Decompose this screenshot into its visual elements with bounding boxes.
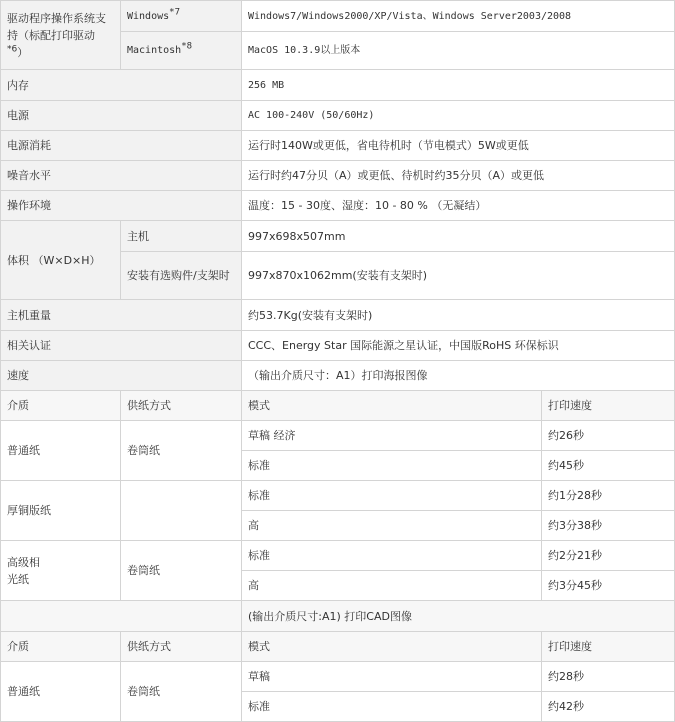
environment-value: 温度：15 - 30度、湿度：10 - 80 % （无凝结） xyxy=(242,191,675,221)
os-mac-label-cell xyxy=(121,32,242,70)
speed-cell: 约28秒 xyxy=(542,662,675,692)
weight-row xyxy=(1,300,675,331)
cert-value: CCC、Energy Star 国际能源之星认证，中国版RoHS 环保标识 xyxy=(242,331,675,361)
header-speed: 打印速度 xyxy=(542,391,675,421)
os-mac-mark: *8 xyxy=(181,41,193,52)
environment-row xyxy=(1,191,675,221)
os-windows-value: Windows7/Windows2000/XP/Vista、Windows Server2003/2008 xyxy=(242,1,675,32)
mode-cell: 标准 xyxy=(242,692,542,722)
noise-label: 噪音水平 xyxy=(1,161,242,191)
memory-row xyxy=(1,70,675,101)
feed-cell: 卷筒纸 xyxy=(121,662,242,722)
dimensions-main-row xyxy=(1,221,675,252)
table-row xyxy=(1,541,675,571)
consumption-row xyxy=(1,131,675,161)
speed-poster-title-row xyxy=(1,361,675,391)
weight-label: 主机重量 xyxy=(1,300,242,331)
dimensions-label: 体积 （W×D×H） xyxy=(1,221,121,300)
power-label: 电源 xyxy=(1,101,242,131)
media-cell: 普通纸 xyxy=(1,662,121,722)
noise-value: 运行时约47分贝（A）或更低、待机时约35分贝（A）或更低 xyxy=(242,161,675,191)
speed-cell: 约3分45秒 xyxy=(542,571,675,601)
power-value: AC 100-240V (50/60Hz) xyxy=(242,101,675,131)
media-cell xyxy=(1,541,121,601)
table-row xyxy=(1,662,675,692)
environment-label: 操作环境 xyxy=(1,191,242,221)
os-mac-value: MacOS 10.3.9以上版本 xyxy=(242,32,675,70)
speed-cell: 约3分38秒 xyxy=(542,511,675,541)
mode-cell: 高 xyxy=(242,571,542,601)
speed-cell: 约26秒 xyxy=(542,421,675,451)
os-windows-label: Windows xyxy=(127,10,170,22)
memory-value: 256 MB xyxy=(242,70,675,101)
header-mode: 模式 xyxy=(242,391,542,421)
speed-header-row xyxy=(1,391,675,421)
dimensions-stand-value: 997x870x1062mm(安装有支架时) xyxy=(242,252,675,300)
mode-cell: 草稿 经济 xyxy=(242,421,542,451)
feed-cell: 卷筒纸 xyxy=(121,541,242,601)
dimensions-main-label: 主机 xyxy=(121,221,242,252)
media-cell-text: 高级相光纸 xyxy=(7,555,40,586)
cad-title-spacer xyxy=(1,601,242,632)
header-media: 介质 xyxy=(1,391,121,421)
os-label-end: ） xyxy=(17,45,29,59)
speed-cell: 约2分21秒 xyxy=(542,541,675,571)
cert-row xyxy=(1,331,675,361)
power-row xyxy=(1,101,675,131)
os-label: 驱动程序操作系统支持（标配打印驱动 xyxy=(7,11,106,42)
cad-title-row xyxy=(1,601,675,632)
cad-header-media: 介质 xyxy=(1,632,121,662)
speed-label: 速度 xyxy=(1,361,242,391)
table-row xyxy=(1,481,675,511)
speed-cell: 约1分28秒 xyxy=(542,481,675,511)
media-cell: 厚铜版纸 xyxy=(1,481,121,541)
mode-cell: 草稿 xyxy=(242,662,542,692)
mode-cell: 高 xyxy=(242,511,542,541)
header-feed: 供纸方式 xyxy=(121,391,242,421)
weight-value: 约53.7Kg(安装有支架时) xyxy=(242,300,675,331)
mode-cell: 标准 xyxy=(242,451,542,481)
cad-header-feed: 供纸方式 xyxy=(121,632,242,662)
os-label-mark: *6 xyxy=(7,43,18,54)
cad-header-row xyxy=(1,632,675,662)
dimensions-main-value: 997x698x507mm xyxy=(242,221,675,252)
os-mac-label: Macintosh xyxy=(127,45,182,56)
poster-title: （输出介质尺寸：A1）打印海报图像 xyxy=(242,361,675,391)
mode-cell: 标准 xyxy=(242,541,542,571)
memory-label: 内存 xyxy=(1,70,242,101)
table-row xyxy=(1,421,675,451)
mode-cell: 标准 xyxy=(242,481,542,511)
feed-cell: 卷筒纸 xyxy=(121,421,242,481)
os-windows-label-cell xyxy=(121,1,242,32)
cad-title: (输出介质尺寸:A1) 打印CAD图像 xyxy=(242,601,675,632)
os-windows-row xyxy=(1,1,675,32)
cad-header-speed: 打印速度 xyxy=(542,632,675,662)
media-cell: 普通纸 xyxy=(1,421,121,481)
cad-header-mode: 模式 xyxy=(242,632,542,662)
feed-cell xyxy=(121,481,242,541)
os-windows-mark: *7 xyxy=(169,7,180,18)
dimensions-stand-label: 安装有选购件/支架时 xyxy=(121,252,242,300)
speed-cell: 约42秒 xyxy=(542,692,675,722)
cert-label: 相关认证 xyxy=(1,331,242,361)
noise-row xyxy=(1,161,675,191)
speed-cell: 约45秒 xyxy=(542,451,675,481)
os-label-cell xyxy=(1,1,121,70)
consumption-label: 电源消耗 xyxy=(1,131,242,161)
consumption-value: 运行时140W或更低，省电待机时（节电模式）5W或更低 xyxy=(242,131,675,161)
